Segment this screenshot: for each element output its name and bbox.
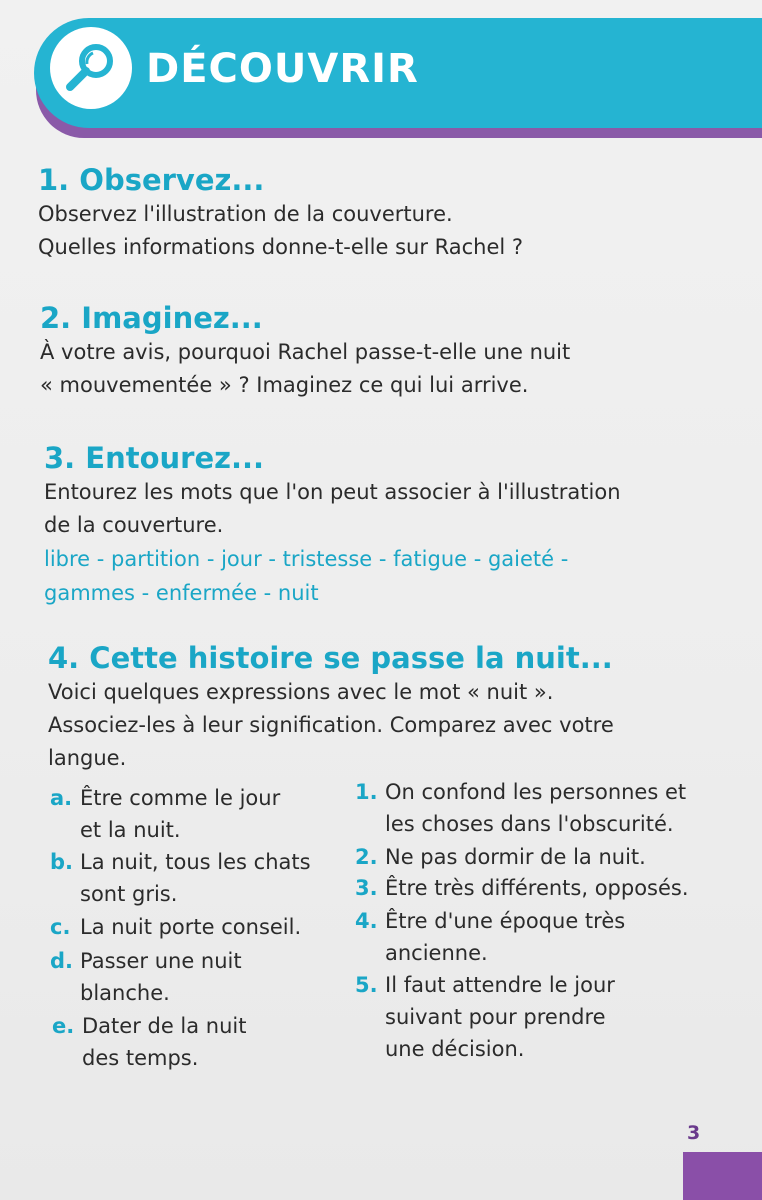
meaning-item (355, 905, 625, 969)
paragraph-line: « mouvementée » ? Imaginez ce qui lui arrive. (40, 373, 529, 397)
paragraph-line: langue. (48, 746, 127, 770)
page-title: DÉCOUVRIR (146, 46, 419, 92)
item-text: ancienne. (385, 941, 488, 965)
paragraph-line: À votre avis, pourquoi Rachel passe-t-elle une nuit (40, 340, 571, 364)
item-text: Ne pas dormir de la nuit. (385, 845, 646, 869)
item-marker: 4. (355, 909, 378, 933)
item-text: Être très différents, opposés. (385, 876, 689, 900)
word-list-line: gammes - enfermée - nuit (44, 581, 319, 605)
item-marker: d. (50, 949, 74, 973)
item-text: La nuit, tous les chats (80, 850, 311, 874)
item-text: Passer une nuit (80, 949, 242, 973)
section-imaginez (40, 300, 570, 402)
expression-item (50, 911, 301, 943)
item-text: blanche. (80, 981, 170, 1005)
section-title: 2. Imaginez... (40, 301, 263, 335)
meaning-item (355, 841, 646, 873)
paragraph-line: Quelles informations donne-t-elle sur Rachel ? (38, 235, 524, 259)
paragraph-line: Entourez les mots que l'on peut associer à l'illustration (44, 480, 621, 504)
meaning-item (355, 969, 615, 1065)
item-marker: e. (52, 1014, 75, 1038)
item-marker: a. (50, 786, 73, 810)
magnifier-icon (62, 39, 120, 97)
item-text: Être comme le jour (80, 786, 281, 810)
item-text: Dater de la nuit (82, 1014, 247, 1038)
paragraph-line: Voici quelques expressions avec le mot « nuit ». (48, 680, 554, 704)
item-text: On confond les personnes et (385, 780, 687, 804)
icon-badge (50, 27, 132, 109)
expression-item (50, 846, 311, 910)
item-text: Être d'une époque très (385, 909, 626, 933)
section-title: 3. Entourez... (44, 441, 265, 475)
item-marker: 1. (355, 780, 378, 804)
item-marker: b. (50, 850, 74, 874)
item-marker: 3. (355, 876, 378, 900)
item-text: les choses dans l'obscurité. (385, 812, 674, 836)
meaning-item (355, 776, 686, 840)
section-title: 1. Observez... (38, 163, 265, 197)
item-text: sont gris. (80, 882, 178, 906)
section-title: 4. Cette histoire se passe la nuit... (48, 641, 613, 675)
page-number: 3 (687, 1122, 701, 1144)
item-text: et la nuit. (80, 818, 181, 842)
page-tab (683, 1152, 762, 1200)
meaning-item (355, 872, 689, 904)
expression-item (50, 782, 280, 846)
word-list-line: libre - partition - jour - tristesse - fatigue - gaieté - (44, 547, 569, 571)
item-marker: 5. (355, 973, 378, 997)
item-text: une décision. (385, 1037, 525, 1061)
item-text: La nuit porte conseil. (80, 915, 302, 939)
section-entourez (44, 440, 621, 610)
paragraph-line: Observez l'illustration de la couverture. (38, 202, 453, 226)
item-text: Il faut attendre le jour (385, 973, 615, 997)
item-marker: 2. (355, 845, 378, 869)
section-observez (38, 162, 523, 264)
paragraph-line: de la couverture. (44, 513, 224, 537)
item-marker: c. (50, 915, 71, 939)
expression-item (52, 1010, 247, 1074)
item-text: suivant pour prendre (385, 1005, 606, 1029)
section-nuit (48, 640, 614, 775)
item-text: des temps. (82, 1046, 199, 1070)
paragraph-line: Associez-les à leur signification. Comparez avec votre (48, 713, 614, 737)
expression-item (50, 945, 242, 1009)
